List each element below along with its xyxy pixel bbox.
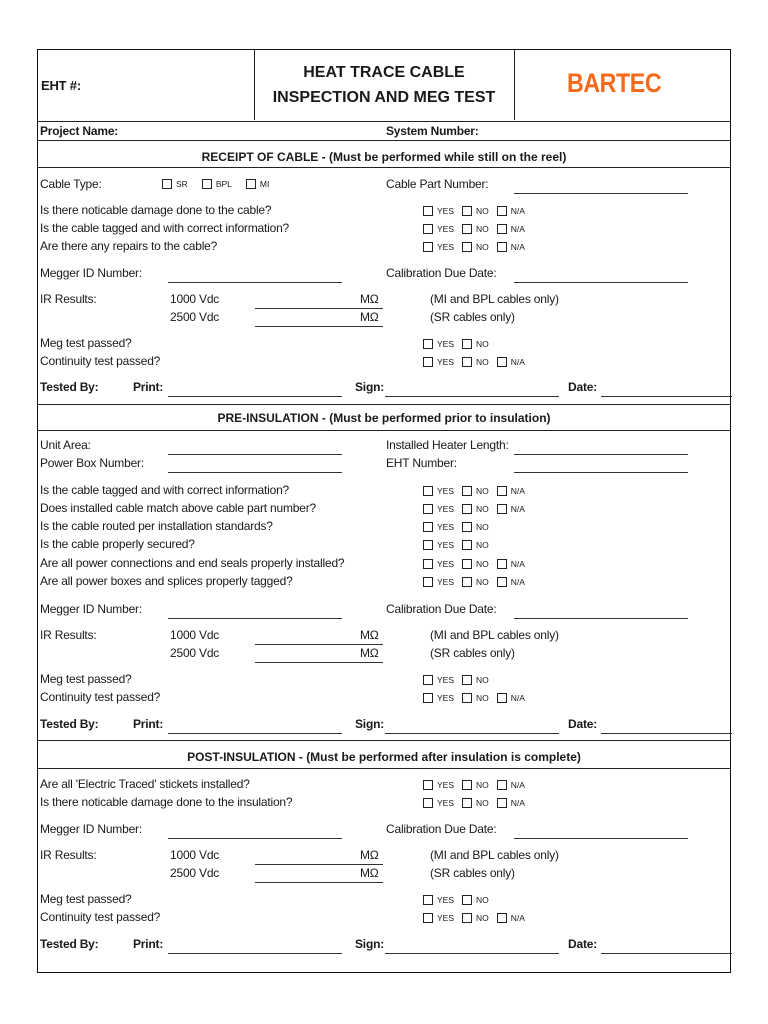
checkbox[interactable] (462, 798, 472, 808)
option-yes[interactable]: YES (423, 224, 454, 234)
calibration-label: Calibration Due Date: (386, 602, 497, 616)
checkbox[interactable] (497, 504, 507, 514)
unit-megaohm: MΩ (360, 310, 379, 324)
heater-length-label: Installed Heater Length: (386, 438, 509, 452)
option-na[interactable]: N/A (497, 206, 525, 216)
calibration-field[interactable] (514, 282, 688, 283)
checkbox[interactable] (423, 339, 433, 349)
yes-no-group (423, 893, 497, 907)
tested-by-label: Tested By: (40, 380, 99, 394)
option-na[interactable]: N/A (497, 486, 525, 496)
checkbox[interactable] (497, 357, 507, 367)
power-box-field[interactable] (168, 472, 342, 473)
power-box-label: Power Box Number: (40, 456, 144, 470)
question: Does installed cable match above cable part number? (40, 501, 316, 515)
date-label: Date: (568, 717, 598, 731)
ir-1000-label: 1000 Vdc (170, 628, 220, 642)
ir-1000-field[interactable] (255, 864, 383, 865)
date-field[interactable] (601, 396, 732, 397)
option-no[interactable]: NO (462, 357, 489, 367)
checkbox[interactable] (423, 540, 433, 550)
yes-no-group (423, 673, 497, 687)
sign-field[interactable] (385, 953, 559, 954)
checkbox[interactable] (462, 504, 472, 514)
ir-2500-note: (SR cables only) (430, 646, 515, 660)
ir-1000-label: 1000 Vdc (170, 292, 220, 306)
question: Are all power connections and end seals properly installed? (40, 556, 345, 570)
option-yes[interactable]: YES (423, 895, 454, 905)
checkbox[interactable] (497, 913, 507, 923)
yes-no-na-group (423, 557, 533, 571)
checkbox[interactable] (462, 693, 472, 703)
eht-label: EHT #: (41, 78, 81, 93)
option-na[interactable]: N/A (497, 357, 525, 367)
tested-by-label: Tested By: (40, 717, 99, 731)
date-label: Date: (568, 380, 598, 394)
option-no[interactable]: NO (462, 675, 489, 685)
checkbox[interactable] (462, 339, 472, 349)
option-no[interactable]: NO (462, 540, 489, 550)
option-yes[interactable]: YES (423, 206, 454, 216)
option-yes[interactable]: YES (423, 559, 454, 569)
print-field[interactable] (168, 953, 342, 954)
unit-megaohm: MΩ (360, 866, 379, 880)
print-field[interactable] (168, 733, 342, 734)
checkbox[interactable] (497, 577, 507, 587)
checkbox[interactable] (462, 522, 472, 532)
eht-number-label: EHT Number: (386, 456, 457, 470)
checkbox[interactable] (497, 242, 507, 252)
print-field[interactable] (168, 396, 342, 397)
yes-no-na-group (423, 240, 533, 254)
unit-megaohm: MΩ (360, 292, 379, 306)
date-field[interactable] (601, 953, 732, 954)
checkbox[interactable] (497, 224, 507, 234)
option-no[interactable]: NO (462, 798, 489, 808)
form-title-line1: HEAT TRACE CABLE (303, 64, 465, 81)
checkbox[interactable] (423, 913, 433, 923)
option-na[interactable]: N/A (497, 577, 525, 587)
question: Are there any repairs to the cable? (40, 239, 218, 253)
system-number-label: System Number: (386, 124, 479, 138)
option-no[interactable]: NO (462, 206, 489, 216)
question: Is there noticable damage done to the cable? (40, 203, 272, 217)
ir-2500-field[interactable] (255, 326, 383, 327)
megger-id-label: Megger ID Number: (40, 266, 142, 280)
checkbox[interactable] (423, 357, 433, 367)
ir-2500-field[interactable] (255, 882, 383, 883)
option-na[interactable]: N/A (497, 913, 525, 923)
print-label: Print: (133, 937, 164, 951)
question: Is the cable tagged and with correct information? (40, 221, 290, 235)
checkbox[interactable] (462, 242, 472, 252)
checkbox[interactable] (462, 559, 472, 569)
sign-label: Sign: (355, 380, 384, 394)
divider (38, 121, 730, 122)
calibration-field[interactable] (514, 838, 688, 839)
meg-test-label: Meg test passed? (40, 672, 132, 686)
divider (38, 404, 730, 405)
checkbox[interactable] (497, 206, 507, 216)
print-label: Print: (133, 717, 164, 731)
option-no[interactable]: NO (462, 693, 489, 703)
option-no[interactable]: NO (462, 242, 489, 252)
checkbox[interactable] (462, 540, 472, 550)
checkbox[interactable] (162, 179, 172, 189)
question: Are all 'Electric Traced' stickets installed? (40, 777, 250, 791)
cable-type-label: Cable Type: (40, 177, 102, 191)
option-no[interactable]: NO (462, 486, 489, 496)
ir-2500-note: (SR cables only) (430, 866, 515, 880)
date-label: Date: (568, 937, 598, 951)
megger-id-field[interactable] (168, 838, 342, 839)
yes-no-group (423, 520, 497, 534)
yes-no-na-group (423, 796, 533, 810)
checkbox[interactable] (423, 242, 433, 252)
option-yes[interactable]: YES (423, 540, 454, 550)
ir-2500-field[interactable] (255, 662, 383, 663)
option-yes[interactable]: YES (423, 486, 454, 496)
sign-label: Sign: (355, 937, 384, 951)
checkbox[interactable] (497, 693, 507, 703)
option-no[interactable]: NO (462, 504, 489, 514)
bartec-logo: BARTEC (567, 68, 662, 98)
option-na[interactable]: N/A (497, 559, 525, 569)
checkbox[interactable] (423, 559, 433, 569)
unit-megaohm: MΩ (360, 646, 379, 660)
checkbox[interactable] (423, 693, 433, 703)
project-name-label: Project Name: (40, 124, 119, 138)
form-title-line2: INSPECTION AND MEG TEST (272, 89, 496, 106)
heater-length-field[interactable] (514, 454, 688, 455)
checkbox[interactable] (423, 577, 433, 587)
unit-area-label: Unit Area: (40, 438, 91, 452)
meg-test-label: Meg test passed? (40, 892, 132, 906)
checkbox[interactable] (423, 798, 433, 808)
calibration-field[interactable] (514, 618, 688, 619)
checkbox[interactable] (246, 179, 256, 189)
continuity-test-label: Continuity test passed? (40, 354, 161, 368)
checkbox[interactable] (497, 486, 507, 496)
option-yes[interactable]: YES (423, 780, 454, 790)
yes-no-na-group (423, 222, 533, 236)
ir-2500-label: 2500 Vdc (170, 866, 220, 880)
meg-test-label: Meg test passed? (40, 336, 132, 350)
option-na[interactable]: N/A (497, 780, 525, 790)
checkbox[interactable] (462, 913, 472, 923)
divider (38, 768, 730, 769)
option-yes[interactable]: YES (423, 577, 454, 587)
checkbox[interactable] (423, 504, 433, 514)
divider (38, 167, 730, 168)
option-yes[interactable]: YES (423, 522, 454, 532)
option-no[interactable]: NO (462, 224, 489, 234)
ir-1000-note: (MI and BPL cables only) (430, 292, 559, 306)
question: Is there noticable damage done to the insulation? (40, 795, 293, 809)
checkbox[interactable] (462, 357, 472, 367)
checkbox[interactable] (423, 895, 433, 905)
ir-2500-label: 2500 Vdc (170, 646, 220, 660)
ir-1000-field[interactable] (255, 644, 383, 645)
divider (38, 740, 730, 741)
divider (38, 430, 730, 431)
checkbox[interactable] (497, 780, 507, 790)
option-yes[interactable]: YES (423, 913, 454, 923)
checkbox[interactable] (462, 780, 472, 790)
question: Are all power boxes and splices properly tagged? (40, 574, 293, 588)
cable-type-bpl[interactable]: BPL (202, 179, 232, 189)
unit-megaohm: MΩ (360, 848, 379, 862)
print-label: Print: (133, 380, 164, 394)
yes-no-na-group (423, 355, 533, 369)
continuity-test-label: Continuity test passed? (40, 910, 161, 924)
yes-no-na-group (423, 778, 533, 792)
option-no[interactable]: NO (462, 577, 489, 587)
ir-1000-note: (MI and BPL cables only) (430, 848, 559, 862)
question: Is the cable properly secured? (40, 537, 195, 551)
header-divider (514, 50, 515, 120)
option-yes[interactable]: YES (423, 693, 454, 703)
sign-label: Sign: (355, 717, 384, 731)
yes-no-na-group (423, 484, 533, 498)
cable-part-number-field[interactable] (514, 193, 688, 194)
yes-no-na-group (423, 575, 533, 589)
unit-area-field[interactable] (168, 454, 342, 455)
divider (38, 140, 730, 141)
eht-number-field[interactable] (514, 472, 688, 473)
option-yes[interactable]: YES (423, 339, 454, 349)
ir-results-label: IR Results: (40, 848, 97, 862)
option-no[interactable]: NO (462, 780, 489, 790)
checkbox[interactable] (423, 224, 433, 234)
section-title-pre-insulation: PRE-INSULATION - (Must be performed prior to insulation) (217, 411, 551, 425)
cable-type-sr[interactable]: SR (162, 179, 188, 189)
option-na[interactable]: N/A (497, 242, 525, 252)
cable-type-options (162, 177, 277, 191)
date-field[interactable] (601, 733, 732, 734)
option-no[interactable]: NO (462, 913, 489, 923)
question: Is the cable tagged and with correct information? (40, 483, 290, 497)
ir-1000-label: 1000 Vdc (170, 848, 220, 862)
option-na[interactable]: N/A (497, 504, 525, 514)
checkbox[interactable] (423, 675, 433, 685)
option-no[interactable]: NO (462, 522, 489, 532)
checkbox[interactable] (462, 206, 472, 216)
checkbox[interactable] (423, 486, 433, 496)
calibration-label: Calibration Due Date: (386, 822, 497, 836)
unit-megaohm: MΩ (360, 628, 379, 642)
checkbox[interactable] (423, 780, 433, 790)
option-na[interactable]: N/A (497, 224, 525, 234)
option-no[interactable]: NO (462, 559, 489, 569)
yes-no-na-group (423, 911, 533, 925)
section-title-receipt: RECEIPT OF CABLE - (Must be performed while still on the reel) (201, 150, 567, 164)
checkbox[interactable] (497, 559, 507, 569)
checkbox[interactable] (423, 206, 433, 216)
tested-by-label: Tested By: (40, 937, 99, 951)
inspection-form (37, 49, 731, 973)
checkbox[interactable] (462, 675, 472, 685)
ir-2500-label: 2500 Vdc (170, 310, 220, 324)
option-no[interactable]: NO (462, 339, 489, 349)
yes-no-na-group (423, 204, 533, 218)
megger-id-field[interactable] (168, 618, 342, 619)
ir-results-label: IR Results: (40, 628, 97, 642)
checkbox[interactable] (462, 486, 472, 496)
yes-no-na-group (423, 691, 533, 705)
ir-results-label: IR Results: (40, 292, 97, 306)
continuity-test-label: Continuity test passed? (40, 690, 161, 704)
yes-no-group (423, 538, 497, 552)
option-yes[interactable]: YES (423, 357, 454, 367)
yes-no-na-group (423, 502, 533, 516)
checkbox[interactable] (462, 224, 472, 234)
ir-2500-note: (SR cables only) (430, 310, 515, 324)
option-yes[interactable]: YES (423, 798, 454, 808)
checkbox[interactable] (462, 577, 472, 587)
option-yes[interactable]: YES (423, 504, 454, 514)
checkbox[interactable] (462, 895, 472, 905)
ir-1000-field[interactable] (255, 308, 383, 309)
option-na[interactable]: N/A (497, 798, 525, 808)
checkbox[interactable] (202, 179, 212, 189)
megger-id-label: Megger ID Number: (40, 822, 142, 836)
cable-part-number-label: Cable Part Number: (386, 177, 489, 191)
option-yes[interactable]: YES (423, 242, 454, 252)
section-title-post-insulation: POST-INSULATION - (Must be performed after insulation is complete) (187, 750, 581, 764)
yes-no-group (423, 337, 497, 351)
option-no[interactable]: NO (462, 895, 489, 905)
sign-field[interactable] (385, 733, 559, 734)
question: Is the cable routed per installation standards? (40, 519, 273, 533)
megger-id-label: Megger ID Number: (40, 602, 142, 616)
ir-1000-note: (MI and BPL cables only) (430, 628, 559, 642)
option-yes[interactable]: YES (423, 675, 454, 685)
sign-field[interactable] (385, 396, 559, 397)
calibration-label: Calibration Due Date: (386, 266, 497, 280)
cable-type-mi[interactable]: MI (246, 179, 269, 189)
checkbox[interactable] (423, 522, 433, 532)
checkbox[interactable] (497, 798, 507, 808)
megger-id-field[interactable] (168, 282, 342, 283)
option-na[interactable]: N/A (497, 693, 525, 703)
